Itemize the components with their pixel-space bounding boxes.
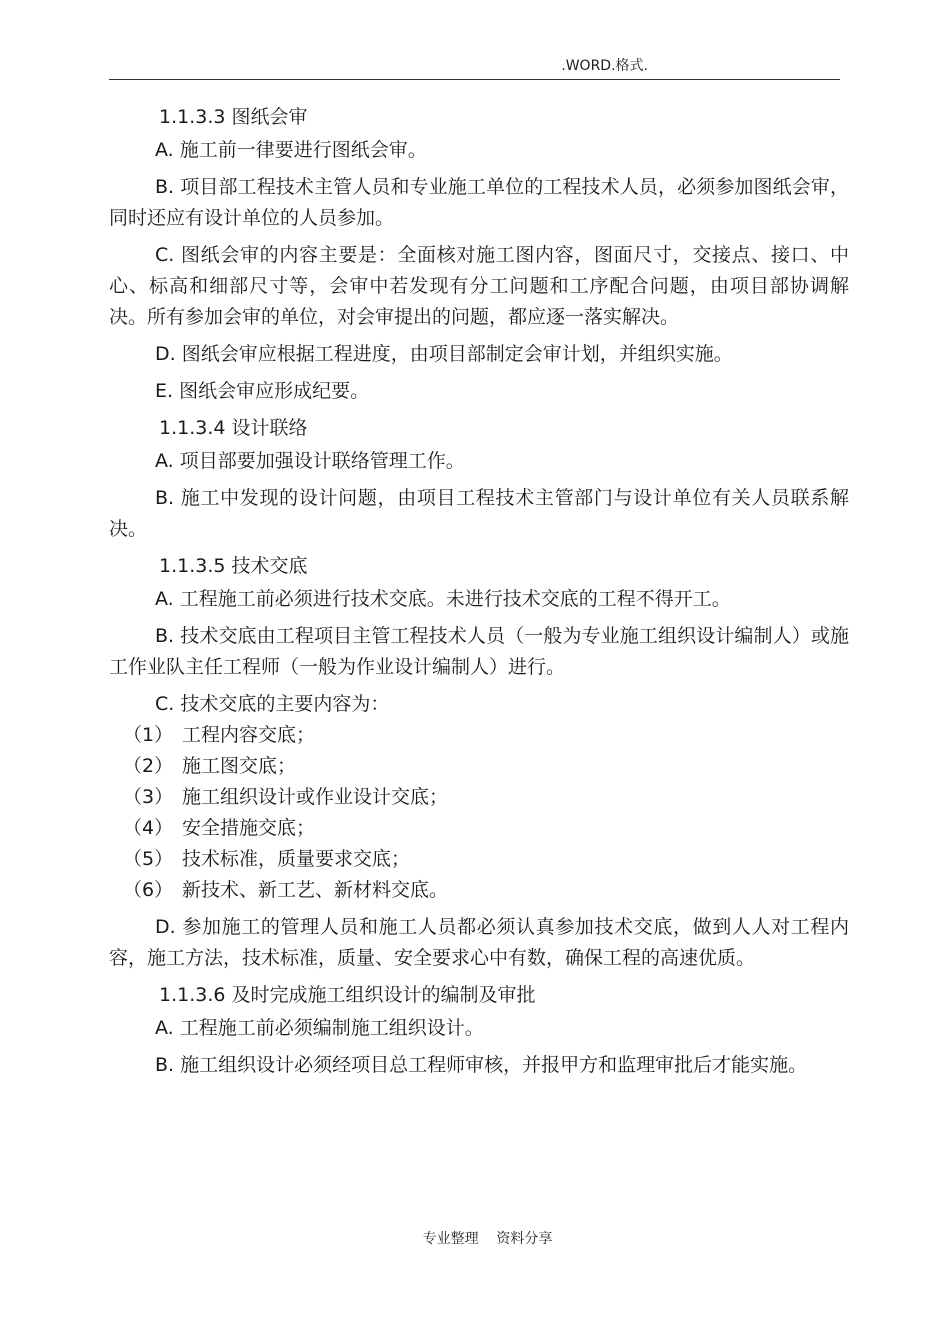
list-item — [109, 751, 849, 782]
list-item — [109, 844, 849, 875]
paragraph: B. 施工组织设计必须经项目总工程师审核，并报甲方和监理审批后才能实施。 — [155, 1054, 808, 1076]
list-item — [109, 875, 849, 906]
paragraph: A. 工程施工前必须编制施工组织设计。 — [155, 1017, 484, 1039]
list-item-number: （1） — [123, 724, 174, 746]
list-item-text: 施工图交底； — [182, 755, 297, 777]
section-heading: 1.1.3.4 设计联络 — [159, 417, 308, 439]
list-item-number: （5） — [123, 848, 174, 870]
list-item-text: 施工组织设计或作业设计交底； — [182, 786, 449, 808]
document-body — [109, 100, 849, 1087]
list-item-number: （6） — [123, 879, 174, 901]
paragraph: A. 工程施工前必须进行技术交底。未进行技术交底的工程不得开工。 — [155, 588, 731, 610]
page-header: .WORD.格式. — [561, 58, 648, 74]
section-heading: 1.1.3.6 及时完成施工组织设计的编制及审批 — [159, 984, 536, 1006]
paragraph: C. 图纸会审的内容主要是：全面核对施工图内容，图面尺寸，交接点、接口、中心、标高和细部尺寸等，会审中若发现有分工问题和工序配合问题，由项目部协调解决。所有参加会审的单位，对会审提出的问题，都应逐一落实解决。 — [109, 244, 849, 328]
paragraph: C. 技术交底的主要内容为： — [155, 693, 390, 715]
section-heading: 1.1.3.3 图纸会审 — [159, 106, 308, 128]
list-item-text: 安全措施交底； — [182, 817, 316, 839]
list-item-text: 技术标准，质量要求交底； — [182, 848, 411, 870]
numbered-list — [109, 720, 849, 906]
paragraph: A. 施工前一律要进行图纸会审。 — [155, 139, 427, 161]
list-item — [109, 720, 849, 751]
list-item-text: 工程内容交底； — [182, 724, 316, 746]
paragraph: D. 图纸会审应根据工程进度，由项目部制定会审计划，并组织实施。 — [155, 343, 733, 365]
paragraph: B. 技术交底由工程项目主管工程技术人员（一般为专业施工组织设计编制人）或施工作业队主任工程师（一般为作业设计编制人）进行。 — [109, 625, 849, 678]
list-item-number: （3） — [123, 786, 174, 808]
paragraph: D. 参加施工的管理人员和施工人员都必须认真参加技术交底，做到人人对工程内容，施工方法，技术标准，质量、安全要求心中有数，确保工程的高速优质。 — [109, 916, 849, 969]
list-item — [109, 782, 849, 813]
page-footer: 专业整理 资料分享 — [422, 1231, 553, 1247]
header-rule — [109, 79, 840, 80]
paragraph: A. 项目部要加强设计联络管理工作。 — [155, 450, 465, 472]
list-item-number: （4） — [123, 817, 174, 839]
paragraph: E. 图纸会审应形成纪要。 — [155, 380, 370, 402]
list-item — [109, 813, 849, 844]
list-item-text: 新技术、新工艺、新材料交底。 — [182, 879, 449, 901]
paragraph: B. 施工中发现的设计问题，由项目工程技术主管部门与设计单位有关人员联系解决。 — [109, 487, 849, 540]
section-heading: 1.1.3.5 技术交底 — [159, 555, 308, 577]
paragraph: B. 项目部工程技术主管人员和专业施工单位的工程技术人员，必须参加图纸会审，同时还应有设计单位的人员参加。 — [109, 176, 849, 229]
list-item-number: （2） — [123, 755, 174, 777]
